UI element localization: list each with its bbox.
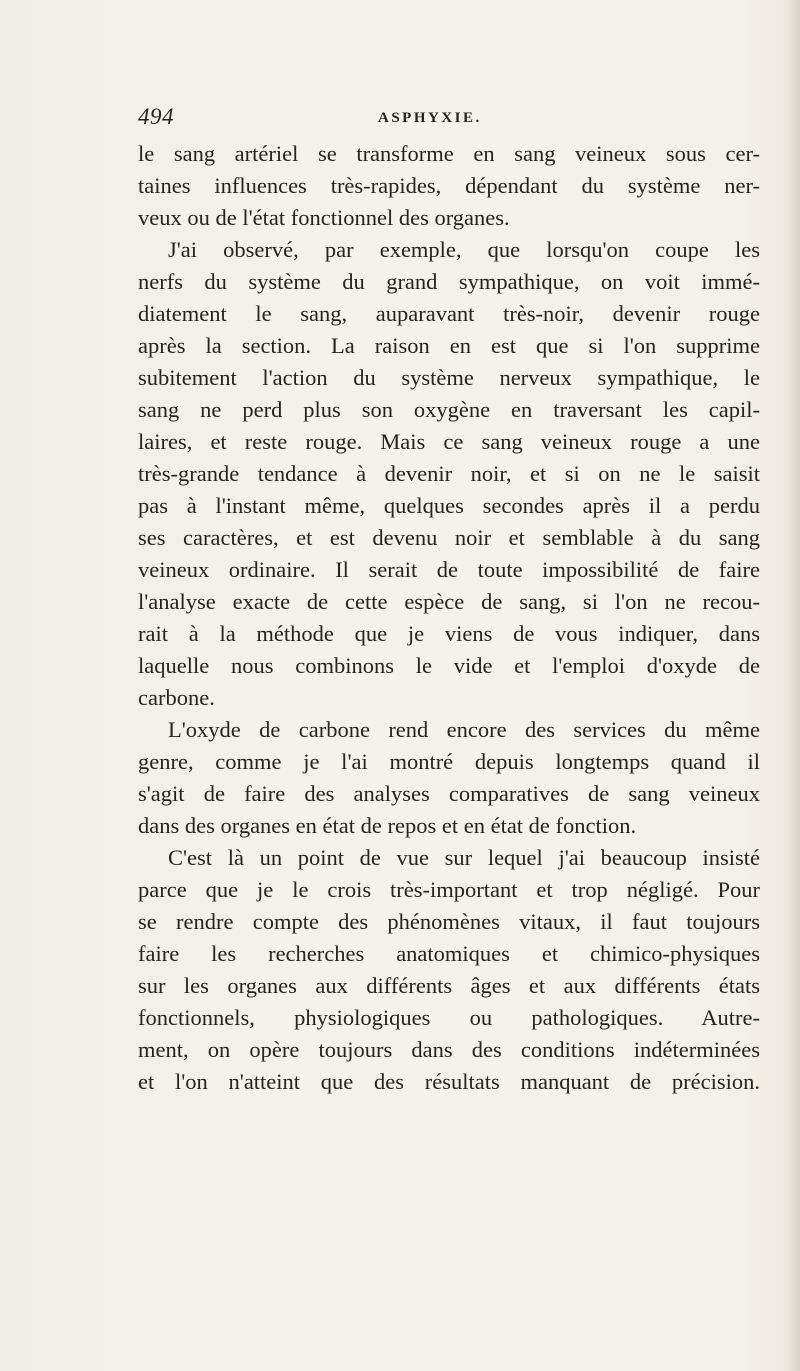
text-line: l'analyse exacte de cette espèce de sang, si l'on ne recou-	[138, 589, 760, 614]
page-number: 494	[138, 104, 174, 129]
text-line: dans des organes en état de repos et en état de fonction.	[138, 813, 637, 838]
text-line: L'oxyde de carbone rend encore des services du même	[168, 717, 760, 742]
text-line: veux ou de l'état fonctionnel des organes.	[138, 205, 510, 230]
text-line: se rendre compte des phénomènes vitaux, il faut toujours	[138, 909, 760, 934]
body-text	[138, 138, 760, 1098]
text-line: ment, on opère toujours dans des conditions indéterminées	[138, 1037, 760, 1062]
text-line: s'agit de faire des analyses comparatives de sang veineux	[138, 781, 760, 806]
text-line: faire les recherches anatomiques et chimico-physiques	[138, 941, 760, 966]
page-header	[138, 104, 758, 138]
text-line: et l'on n'atteint que des résultats manquant de précision.	[138, 1069, 760, 1094]
text-line: rait à la méthode que je viens de vous indiquer, dans	[138, 621, 760, 646]
text-line: laquelle nous combinons le vide et l'emploi d'oxyde de	[138, 653, 760, 678]
text-line: fonctionnels, physiologiques ou pathologiques. Autre-	[138, 1005, 760, 1030]
text-line: taines influences très-rapides, dépendant du système ner-	[138, 173, 760, 198]
text-line: pas à l'instant même, quelques secondes après il a perdu	[138, 493, 760, 518]
text-line: sang ne perd plus son oxygène en traversant les capil-	[138, 397, 760, 422]
running-head: ASPHYXIE.	[378, 110, 482, 126]
text-line: après la section. La raison en est que si l'on supprime	[138, 333, 760, 358]
text-line: subitement l'action du système nerveux sympathique, le	[138, 365, 760, 390]
text-line: le sang artériel se transforme en sang veineux sous cer-	[138, 141, 760, 166]
page-edge-shadow	[786, 0, 800, 1371]
text-line: laires, et reste rouge. Mais ce sang veineux rouge a une	[138, 429, 760, 454]
text-line: sur les organes aux différents âges et aux différents états	[138, 973, 760, 998]
text-line: veineux ordinaire. Il serait de toute impossibilité de faire	[138, 557, 760, 582]
text-line: très-grande tendance à devenir noir, et si on ne le saisit	[138, 461, 760, 486]
text-line: ses caractères, et est devenu noir et semblable à du sang	[138, 525, 760, 550]
text-line: nerfs du système du grand sympathique, on voit immé-	[138, 269, 760, 294]
text-line: parce que je le crois très-important et trop négligé. Pour	[138, 877, 760, 902]
text-line: diatement le sang, auparavant très-noir, devenir rouge	[138, 301, 760, 326]
text-line: carbone.	[138, 685, 215, 710]
text-line: J'ai observé, par exemple, que lorsqu'on coupe les	[168, 237, 760, 262]
text-line: genre, comme je l'ai montré depuis longtemps quand il	[138, 749, 760, 774]
text-line: C'est là un point de vue sur lequel j'ai beaucoup insisté	[168, 845, 760, 870]
